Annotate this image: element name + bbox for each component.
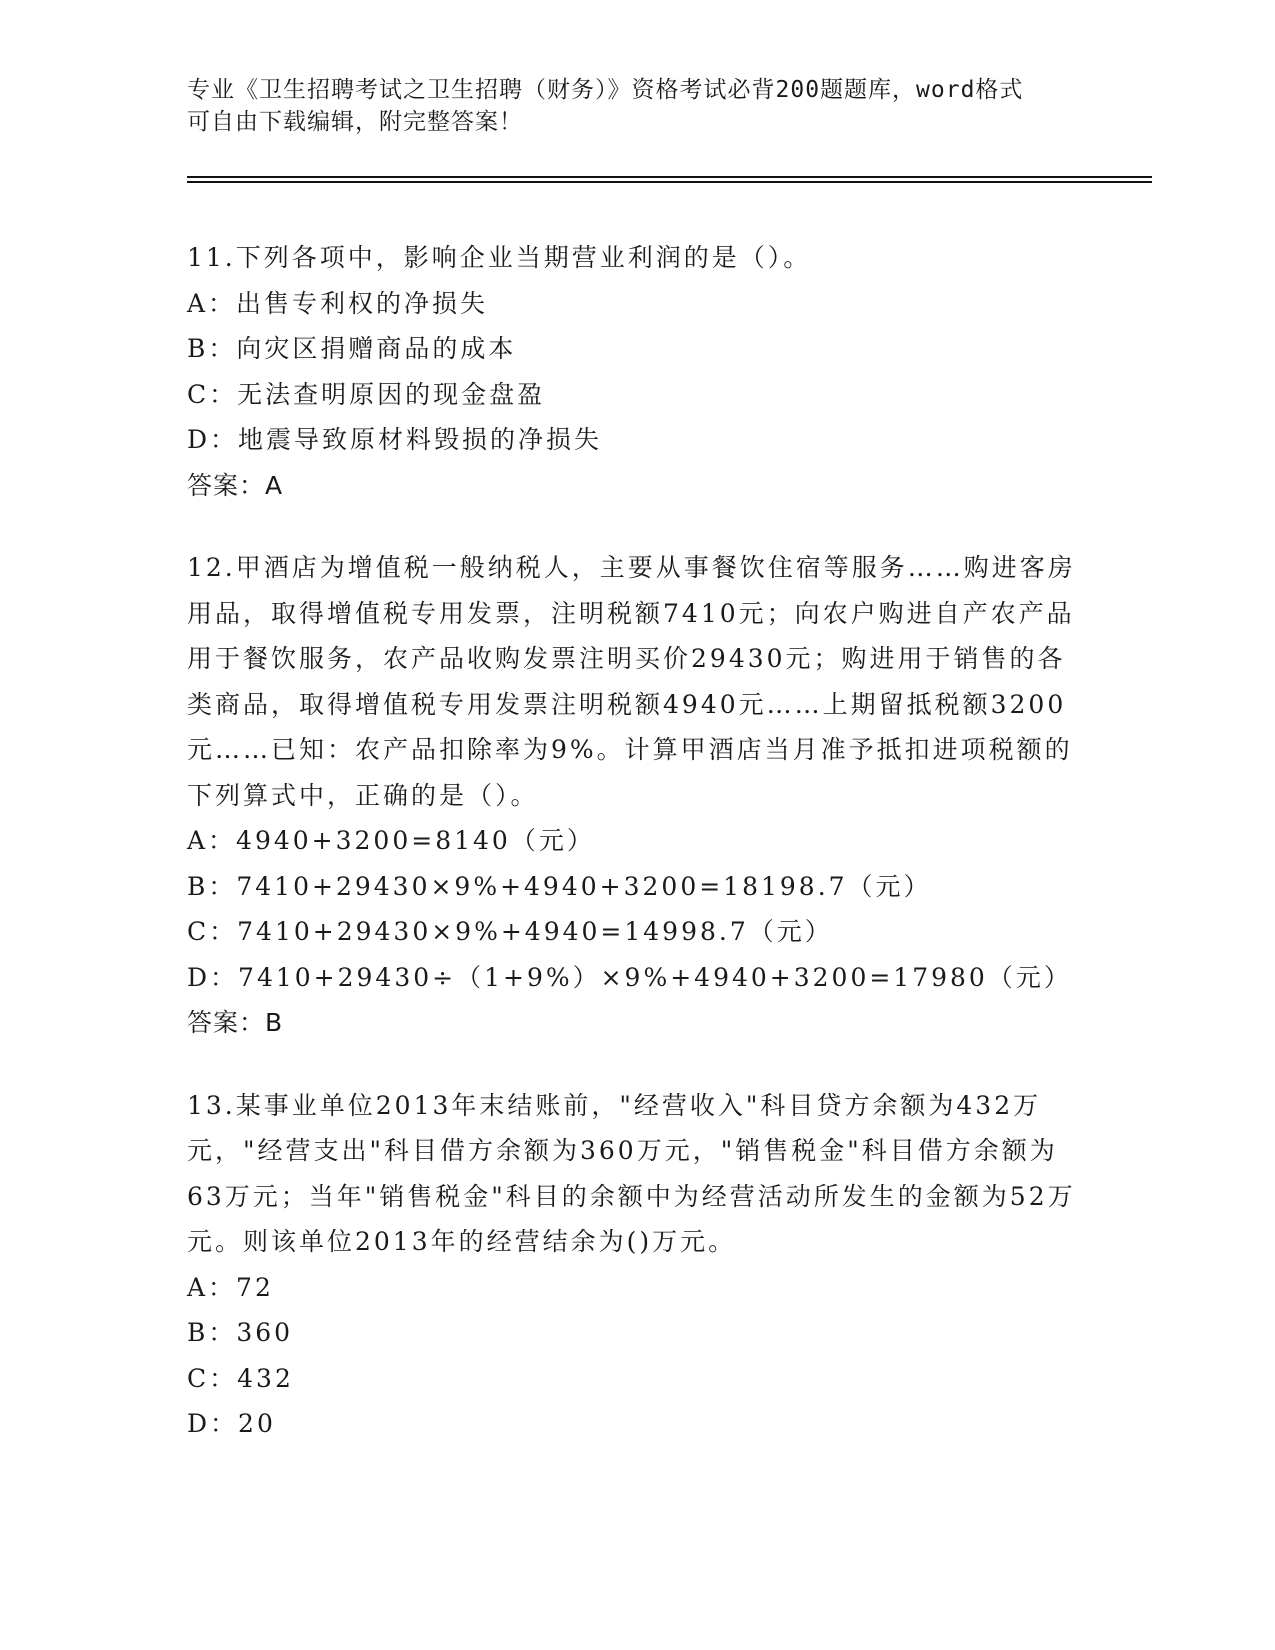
option-c: C：无法查明原因的现金盘盈 [187,379,546,409]
option-a: A：4940+3200=8140（元） [187,826,595,855]
answer-line: 答案：B [187,1008,284,1037]
header-divider-bottom [187,181,1152,183]
option-b: B：360 [187,1318,294,1347]
header-line-1: 专业《卫生招聘考试之卫生招聘（财务）》资格考试必背200题题库，word格式 [187,77,1024,103]
option-c: C：432 [187,1363,294,1393]
question-11 [187,235,1087,508]
question-list [187,235,1087,1484]
option-c: C：7410+29430×9%+4940=14998.7（元） [187,917,833,946]
option-d: D：20 [187,1409,276,1438]
option-a: A：72 [187,1272,274,1302]
option-b: B：7410+29430×9%+4940+3200=18198.7（元） [187,871,932,901]
option-d: D：7410+29430÷（1+9%）×9%+4940+3200=17980（元） [187,962,1072,992]
option-d: D：地震导致原材料毁损的净损失 [187,425,603,454]
option-a: A：出售专利权的净损失 [187,288,489,318]
document-header [187,74,1087,138]
question-stem: 11.下列各项中，影响企业当期营业利润的是（）。 [187,243,812,272]
option-b: B：向灾区捐赠商品的成本 [187,334,517,363]
question-stem: 12.甲酒店为增值税一般纳税人，主要从事餐饮住宿等服务……购进客房用品，取得增值税专用发票，注明税额7410元；向农户购进自产农产品用于餐饮服务，农产品收购发票注明买价29430元；购进用于销售的各类商品，取得增值税专用发票注明税额4940元……上期留抵税额3200元……已知：农产品扣除率为9%。计算甲酒店当月准予抵扣进项税额的下列算式中，正确的是（）。 [187,553,1076,810]
question-13 [187,1083,1087,1447]
question-stem: 13.某事业单位2013年末结账前，"经营收入"科目贷方余额为432万元，"经营支出"科目借方余额为360万元，"销售税金"科目借方余额为63万元；当年"销售税金"科目的余额中为经营活动所发生的金额为52万元。则该单位2013年的经营结余为()万元。 [187,1090,1076,1256]
question-12 [187,545,1087,1046]
answer-line: 答案：A [187,470,284,500]
header-divider-top [187,176,1152,178]
header-line-2: 可自由下载编辑，附完整答案！ [187,109,523,135]
